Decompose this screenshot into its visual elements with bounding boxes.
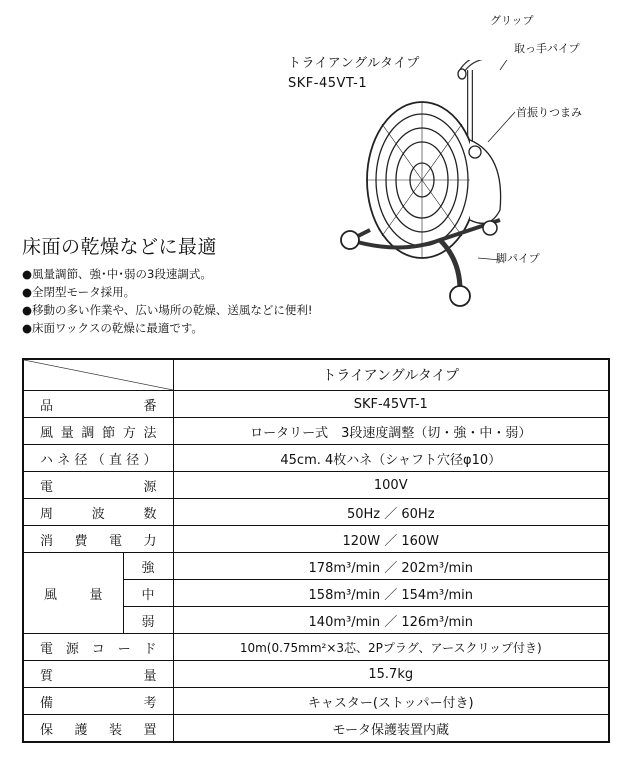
label-model: 品番 [23,391,173,418]
value-cord: 10m(0.75mm²×3芯、2Pプラグ、アースクリップ付き) [173,634,609,661]
fan-illustration [330,60,580,320]
product-model: SKF-45VT-1 [288,76,368,91]
airflow-value-strong: 178m³/min ／ 202m³/min [173,553,609,580]
airflow-level-strong: 強 [123,553,173,580]
label-airflow: 風量 [23,553,123,634]
label-consumption: 消費電力 [23,526,173,553]
label-cord: 電源コード [23,634,173,661]
label-blade: ハネ径（直径） [23,445,173,472]
spec-header: トライアングルタイプ [173,359,609,391]
spec-corner-cell [23,359,173,391]
feature-item: ● 移動の多い作業や、広い場所の乾燥、送風などに便利! [22,301,312,319]
headline: 床面の乾燥などに最適 [22,236,218,258]
value-power: 100V [173,472,609,499]
feature-item: ● 床面ワックスの乾燥に最適です。 [22,319,312,337]
value-control: ロータリー式 3段速度調整（切・強・中・弱） [173,418,609,445]
spec-table [22,358,610,743]
table-row [23,634,609,661]
label-power: 電源 [23,472,173,499]
feature-list [22,265,312,337]
table-row [23,526,609,553]
spec-header-row [23,359,609,391]
table-row [23,553,609,580]
feature-item: ● 全閉型モータ採用。 [22,283,312,301]
table-row [23,391,609,418]
label-control: 風量調節方法 [23,418,173,445]
value-protection: モータ保護装置内蔵 [173,715,609,743]
callout-leg-pipe: 脚パイプ [496,252,540,265]
airflow-value-medium: 158m³/min ／ 154m³/min [173,580,609,607]
table-row [23,661,609,688]
value-freq: 50Hz ／ 60Hz [173,499,609,526]
value-model: SKF-45VT-1 [173,391,609,418]
airflow-level-medium: 中 [123,580,173,607]
label-protection: 保護装置 [23,715,173,743]
product-type-name: トライアングルタイプ [288,56,420,71]
callout-grip: グリップ [490,14,534,27]
callout-handle-pipe: 取っ手パイプ [514,42,580,55]
table-row [23,472,609,499]
value-consumption: 120W ／ 160W [173,526,609,553]
label-note: 備考 [23,688,173,715]
value-blade: 45cm. 4枚ハネ（シャフト穴径φ10） [173,445,609,472]
table-row [23,499,609,526]
callout-swing-knob: 首振りつまみ [516,106,582,119]
feature-item: ● 風量調節、強･中･弱の3段速調式。 [22,265,312,283]
label-freq: 周波数 [23,499,173,526]
table-row [23,418,609,445]
table-row [23,688,609,715]
table-row [23,715,609,743]
airflow-value-weak: 140m³/min ／ 126m³/min [173,607,609,634]
value-note: キャスター(ストッパー付き) [173,688,609,715]
value-weight: 15.7kg [173,661,609,688]
table-row [23,445,609,472]
airflow-level-weak: 弱 [123,607,173,634]
label-weight: 質量 [23,661,173,688]
